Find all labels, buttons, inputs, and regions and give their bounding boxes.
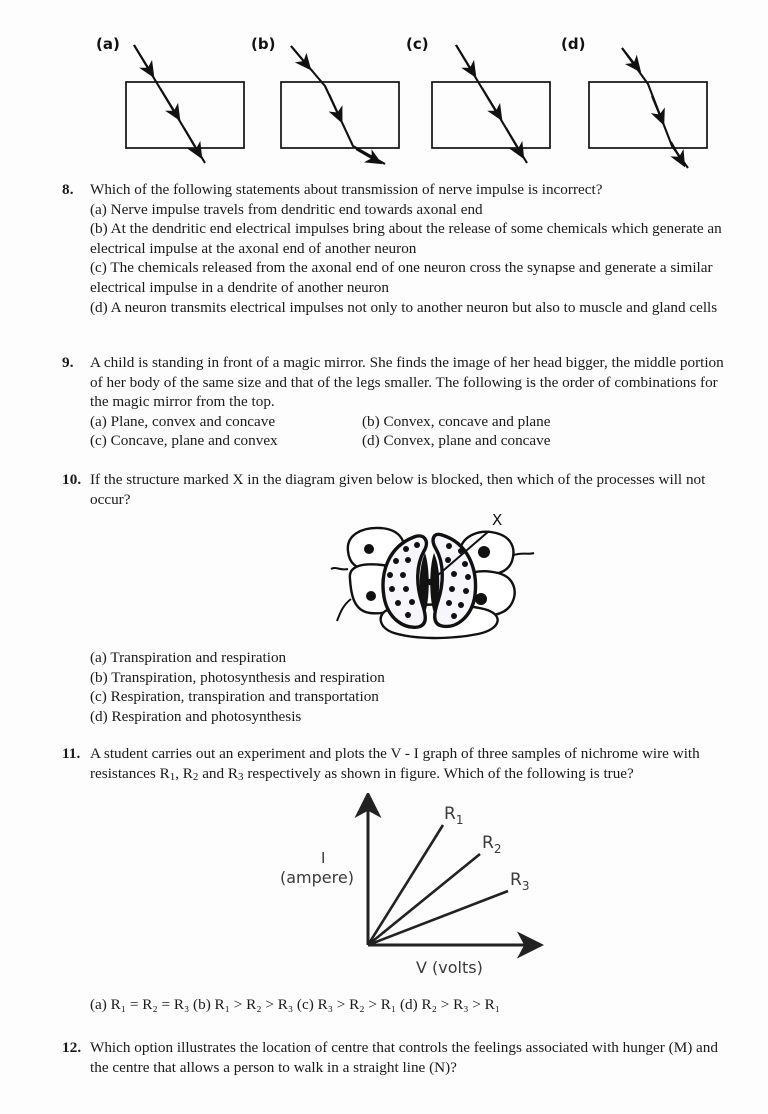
question-11-options bbox=[62, 995, 740, 1015]
series-line-r2 bbox=[368, 854, 480, 945]
question-10-number: 10. bbox=[62, 471, 82, 488]
ray-arrow-d2 bbox=[652, 96, 661, 118]
y-axis-label-line2: (ampere) bbox=[280, 868, 354, 887]
stomata-diagram bbox=[318, 503, 548, 653]
ray-panel-c bbox=[406, 35, 550, 163]
ray-arrow-c2 bbox=[482, 88, 498, 114]
ray-diagram-figure bbox=[0, 18, 768, 173]
question-11-stem-part-3: and R bbox=[198, 764, 239, 782]
question-8-option-a[interactable]: (a) Nerve impulse travels from dendritic end towards axonal end bbox=[90, 200, 483, 218]
vi-graph-figure bbox=[258, 793, 568, 985]
x-axis-label: V (volts) bbox=[416, 958, 483, 977]
glass-slab-a bbox=[126, 82, 244, 148]
question-8-number: 8. bbox=[62, 181, 74, 198]
ray-panel-b bbox=[251, 35, 399, 164]
question-9-number: 9. bbox=[62, 354, 74, 371]
ray-arrow-c1 bbox=[456, 45, 472, 71]
question-11-stem-part-4: respectively as shown in figure. Which of the following is true? bbox=[243, 764, 634, 782]
x-label: X bbox=[492, 511, 503, 529]
question-9-stem: A child is standing in front of a magic mirror. She finds the image of her head bigger, the middle portion of her body of the same size and that of the legs smaller. The following is the order of combinations for the magic mirror from the top. bbox=[90, 354, 724, 411]
series-label-r3-text: R bbox=[510, 870, 522, 890]
question-11-stem bbox=[90, 744, 740, 785]
question-9-options-row-2 bbox=[90, 431, 740, 451]
ray-panel-d-label: (d) bbox=[561, 35, 586, 53]
question-11-sub-1: 1 bbox=[169, 771, 176, 784]
question-8 bbox=[62, 180, 740, 317]
series-label-r3 bbox=[510, 870, 529, 893]
x-pointer-dot bbox=[427, 579, 433, 585]
ray-arrow-b1 bbox=[291, 46, 306, 64]
series-label-r1-text: R bbox=[444, 804, 456, 824]
question-10-option-c[interactable]: (c) Respiration, transpiration and transportation bbox=[90, 688, 379, 706]
question-11-number: 11. bbox=[62, 745, 81, 762]
ray-panel-d bbox=[561, 35, 707, 168]
question-10-option-a[interactable]: (a) Transpiration and respiration bbox=[90, 649, 287, 666]
series-label-r2 bbox=[482, 833, 501, 856]
series-line-r3 bbox=[368, 891, 508, 945]
question-9 bbox=[62, 353, 740, 451]
question-8-stem: Which of the following statements about transmission of nerve impulse is incorrect? bbox=[90, 181, 603, 198]
question-11-options-inline[interactable]: (a) R₁ = R₂ = R₃ (b) R₁ > R₂ > R₃ (c) R₃ > R₂ > R₁ (d) R₂ > R₃ > R₁ bbox=[90, 996, 501, 1013]
ray-arrow-b3 bbox=[356, 149, 375, 160]
glass-slab-d bbox=[589, 82, 707, 148]
series-label-r1 bbox=[444, 804, 463, 827]
series-label-r3-sub: 3 bbox=[521, 879, 530, 893]
question-8-option-b[interactable]: (b) At the dendritic end electrical impulses bring about the release of some chemicals which generate an electrical impulse at the axonal end of another neuron bbox=[90, 220, 722, 257]
series-label-r1-sub: 1 bbox=[455, 813, 464, 827]
y-axis-label-line1: I bbox=[321, 849, 326, 867]
glass-slab-c bbox=[432, 82, 550, 148]
ray-arrow-d1 bbox=[622, 48, 636, 66]
question-9-option-a[interactable]: (a) Plane, convex and concave bbox=[90, 412, 276, 430]
ray-arrow-d3 bbox=[671, 142, 681, 160]
ray-arrow-a2 bbox=[160, 88, 176, 114]
series-label-r2-sub: 2 bbox=[493, 842, 502, 856]
glass-slab-b bbox=[281, 82, 399, 148]
series-line-r1 bbox=[368, 825, 443, 945]
question-11-stem-part-2: , R bbox=[175, 764, 193, 782]
question-8-option-d[interactable]: (d) A neuron transmits electrical impulses not only to another neuron but also to muscle and gland cells bbox=[90, 298, 718, 316]
question-12 bbox=[62, 1038, 740, 1077]
series-label-r2-text: R bbox=[482, 833, 494, 853]
ray-panel-a bbox=[96, 35, 244, 163]
question-11-stem-part-1: A student carries out an experiment and plots the V - I graph of three samples of nichrome wire with resistances R bbox=[90, 745, 700, 782]
ray-panel-b-label: (b) bbox=[251, 35, 276, 53]
question-11 bbox=[62, 744, 740, 785]
question-10-option-b[interactable]: (b) Transpiration, photosynthesis and respiration bbox=[90, 668, 385, 686]
question-10-option-d[interactable]: (d) Respiration and photosynthesis bbox=[90, 707, 302, 725]
ray-path-d bbox=[622, 48, 688, 168]
question-10-stem: If the structure marked X in the diagram given below is blocked, then which of the processes will not occur? bbox=[90, 471, 706, 508]
ray-panel-a-label: (a) bbox=[96, 35, 120, 53]
question-9-option-d[interactable]: (d) Convex, plane and concave bbox=[362, 432, 551, 450]
ray-arrow-a1 bbox=[134, 45, 150, 71]
ray-arrow-b2 bbox=[329, 94, 339, 116]
question-10-options bbox=[62, 648, 740, 726]
question-11-sub-2: 2 bbox=[192, 771, 199, 784]
question-11-sub-3: 3 bbox=[238, 771, 244, 784]
ray-panel-c-label: (c) bbox=[406, 35, 429, 53]
question-8-option-c[interactable]: (c) The chemicals released from the axonal end of one neuron cross the synapse and generate a similar electrical impulse in a dendrite of another neuron bbox=[90, 259, 713, 296]
question-12-number: 12. bbox=[62, 1039, 82, 1056]
question-9-option-b[interactable]: (b) Convex, concave and plane bbox=[362, 412, 551, 430]
question-9-option-c[interactable]: (c) Concave, plane and convex bbox=[90, 432, 278, 450]
question-12-stem: Which option illustrates the location of centre that controls the feelings associated with hunger (M) and the centre that allows a person to walk in a straight line (N)? bbox=[90, 1039, 718, 1076]
question-9-options-row-1 bbox=[90, 412, 740, 432]
